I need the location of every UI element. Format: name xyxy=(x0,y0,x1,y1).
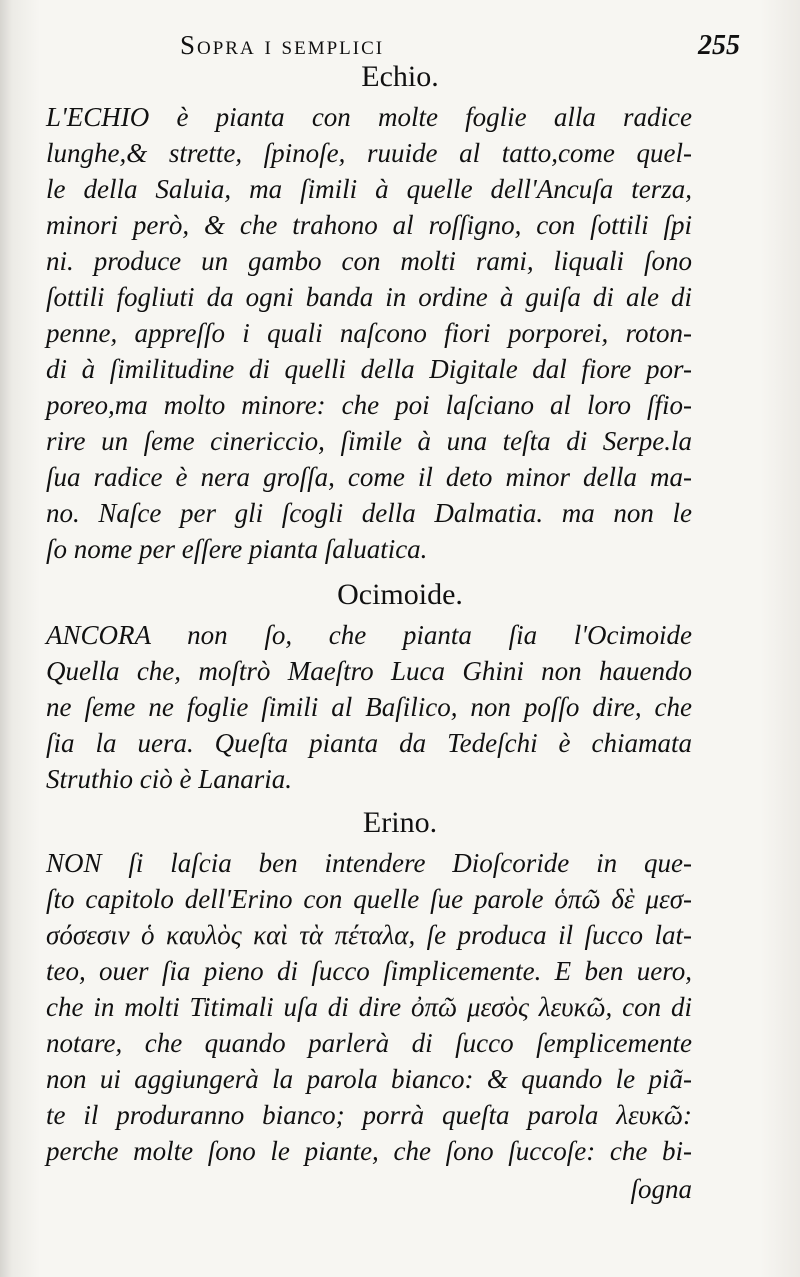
text-line: σόσεσιν ὁ καυλὸς καὶ τὰ πέταλα, ſe produca il ſucco lat- xyxy=(46,920,692,950)
text-line: te il produranno bianco; porrà queſta parola λευκῶ: xyxy=(46,1100,692,1130)
text-line: ſto capitolo dell'Erino con quelle ſue parole ὁπῶ δὲ μεσ- xyxy=(46,884,692,914)
text-line: L'ECHIO è pianta con molte foglie alla radice xyxy=(46,102,692,132)
text-line: no. Naſce per gli ſcogli della Dalmatia. ma non le xyxy=(46,498,692,528)
text-line: ſottili fogliuti da ogni banda in ordine à guiſa di ale di xyxy=(46,282,692,312)
text-line: Quella che, moſtrò Maeſtro Luca Ghini non hauendo xyxy=(46,656,692,686)
text-line: non ui aggiungerà la parola bianco: & quando le piã- xyxy=(46,1064,692,1094)
text-line: NON ſi laſcia ben intendere Dioſcoride in que- xyxy=(46,848,692,878)
text-line: ni. produce un gambo con molti rami, liquali ſono xyxy=(46,246,692,276)
section-heading-echio: Echio. xyxy=(361,60,439,93)
catchword: ſogna xyxy=(630,1174,692,1204)
text-line: che in molti Titimali uſa di dire ὀπῶ μεσὸς λευκῶ, con di xyxy=(46,992,692,1022)
running-title: Sopra i semplici xyxy=(180,30,385,60)
text-line: notare, che quando parlerà di ſucco ſemplicemente xyxy=(46,1028,692,1058)
text-line: di à ſimilitudine di quelli della Digitale dal fiore por- xyxy=(46,354,692,384)
text-line: minori però, & che trahono al roſſigno, con ſottili ſpi xyxy=(46,210,692,240)
text-line: poreo,ma molto minore: che poi laſciano al loro ſfio- xyxy=(46,390,692,420)
text-line: ſua radice è nera groſſa, come il deto minor della ma- xyxy=(46,462,692,492)
text-line: Struthio ciò è Lanaria. xyxy=(46,764,293,794)
text-line: ANCORA non ſo, che pianta ſia l'Ocimoide xyxy=(46,620,692,650)
text-line: rire un ſeme cinericcio, ſimile à una teſta di Serpe.la xyxy=(46,426,692,456)
section-heading-erino: Erino. xyxy=(362,806,438,839)
text-line: lunghe,& strette, ſpinoſe, ruuide al tatto,come quel- xyxy=(46,138,692,168)
text-line: le della Saluia, ma ſimili à quelle dell'Ancuſa terza, xyxy=(46,174,692,204)
text-line: penne, appreſſo i quali naſcono fiori porporei, roton- xyxy=(46,318,692,348)
text-line: teo, ouer ſia pieno di ſucco ſimplicemente. E ben uero, xyxy=(46,956,692,986)
text-line: ſia la uera. Queſta pianta da Tedeſchi è chiamata xyxy=(46,728,692,758)
text-line: perche molte ſono le piante, che ſono ſuccoſe: che bi- xyxy=(46,1136,692,1166)
page-number: 255 xyxy=(698,30,740,61)
text-line: ne ſeme ne foglie ſimili al Baſilico, non poſſo dire, che xyxy=(46,692,692,722)
text-line: ſo nome per eſſere pianta ſaluatica. xyxy=(46,534,428,564)
section-heading-ocimoide: Ocimoide. xyxy=(337,578,463,611)
